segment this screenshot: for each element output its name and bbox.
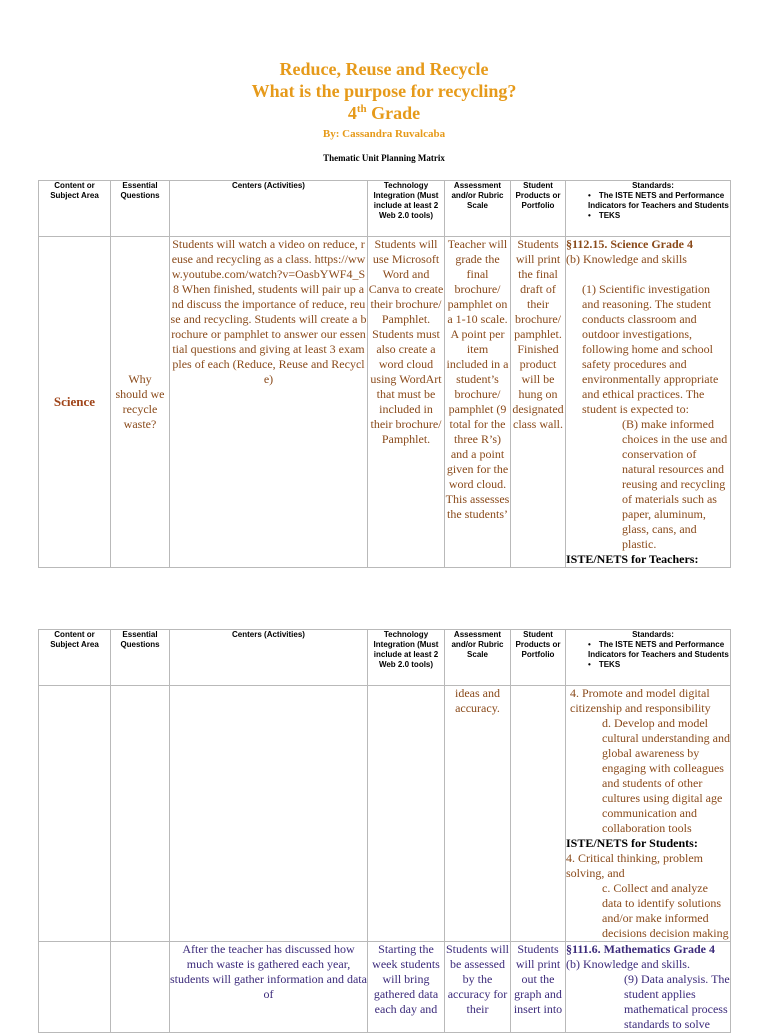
col-standards-header: Standards: • The ISTE NETS and Performance Indicators for Teachers and Students • TEKS (566, 630, 731, 686)
col-standards-header: Standards: • The ISTE NETS and Performance Indicators for Teachers and Students • TEKS (566, 181, 731, 237)
subject-science: Science (39, 237, 111, 568)
standards-continued: 4. Promote and model digital citizenship and responsibility d. Develop and model cultural understanding and global awareness by engaging with colleagues and students of other cultures using digital age communication and collaboration tools ISTE/NETS for Students: 4. Critical thinking, problem solving, and c. Collect and analyze data to identify solutions and/or make informed decisions decision making (566, 686, 730, 940)
col-technology-header: Technology Integration (Must include at least 2 Web 2.0 tools) (368, 630, 445, 686)
col-products-header: Student Products or Portfolio (511, 181, 566, 237)
empty-cell (511, 686, 566, 942)
student-products: Students will print the final draft of their brochure/ pamphlet. Finished product will be hung on designated class wall. (511, 237, 566, 568)
document-header (0, 58, 768, 140)
essential-question: Why should we recycle waste? (111, 237, 170, 568)
col-content-header: Content or Subject Area (39, 630, 111, 686)
science-continued-row (39, 686, 731, 942)
col-assessment-header: Assessment and/or Rubric Scale (445, 630, 511, 686)
col-questions-header: Essential Questions (111, 630, 170, 686)
empty-cell (39, 686, 111, 942)
empty-cell (368, 686, 445, 942)
math-assessment: Students will be assessed by the accuracy for their (445, 942, 511, 1033)
col-content-header: Content or Subject Area (39, 181, 111, 237)
col-questions-header: Essential Questions (111, 181, 170, 237)
standards-math: §111.6. Mathematics Grade 4 (b) Knowledge and skills. (9) Data analysis. The student applies mathematical process standards to solve (566, 942, 730, 1031)
math-row (39, 942, 731, 1033)
header-row-2 (39, 630, 731, 686)
assessment-scale: Teacher will grade the final brochure/ pamphlet on a 1-10 scale. A point per item included in a student’s brochure/ pamphlet (9 total for the three R’s) and a point given for the word cloud. This assesses the students’ (445, 237, 511, 568)
math-technology: Starting the week students will bring gathered data each day and (368, 942, 445, 1033)
standards-science: §112.15. Science Grade 4 (b) Knowledge and skills (1) Scientific investigation and reasoning. The student conducts classroom and outdoor investigations, following home and school safety procedures and environmentally appropriate and ethical practices. The student is expected to: (B) make informed choices in the use and conservation of natural resources and reusing and recycling of materials such as paper, aluminum, glass, cans, and plastic. ISTE/NETS for Teachers: (566, 237, 731, 568)
col-products-header: Student Products or Portfolio (511, 630, 566, 686)
col-centers-header: Centers (Activities) (170, 630, 368, 686)
assessment-continued: ideas and accuracy. (445, 686, 511, 942)
empty-cell (170, 686, 368, 942)
header-row (39, 181, 731, 237)
empty-cell (111, 942, 170, 1033)
col-technology-header: Technology Integration (Must include at least 2 Web 2.0 tools) (368, 181, 445, 237)
technology-integration: Students will use Microsoft Word and Canva to create their brochure/ Pamphlet. Students must also create a word cloud using WordArt that must be included in their brochure/ Pamphlet. (368, 237, 445, 568)
grade-title: 4th Grade (347, 103, 421, 123)
title-line-1: Reduce, Reuse and Recycle (279, 59, 489, 79)
science-row (39, 237, 731, 568)
matrix-title: Thematic Unit Planning Matrix (323, 153, 445, 163)
planning-matrix-table-2 (38, 629, 731, 1033)
empty-cell (39, 942, 111, 1033)
centers-activities: Students will watch a video on reduce, reuse and recycling as a class. https://www.youtube.com/watch?v=OasbYWF4_S8 When finished, students will pair up and discuss the importance of reduce, reuse and recycling. Students will create a brochure or pamphlet to answer our essential questions and giving at least 3 examples of each (Reduce, Reuse and Recycle) (170, 237, 368, 568)
title-line-2: What is the purpose for recycling? (251, 81, 517, 101)
author-line: By: Cassandra Ruvalcaba (322, 128, 446, 140)
col-assessment-header: Assessment and/or Rubric Scale (445, 181, 511, 237)
math-centers: After the teacher has discussed how much waste is gathered each year, students will gather information and data of (170, 942, 368, 1033)
col-centers-header: Centers (Activities) (170, 181, 368, 237)
planning-matrix-table-1 (38, 180, 731, 568)
math-products: Students will print out the graph and insert into (511, 942, 566, 1033)
empty-cell (111, 686, 170, 942)
